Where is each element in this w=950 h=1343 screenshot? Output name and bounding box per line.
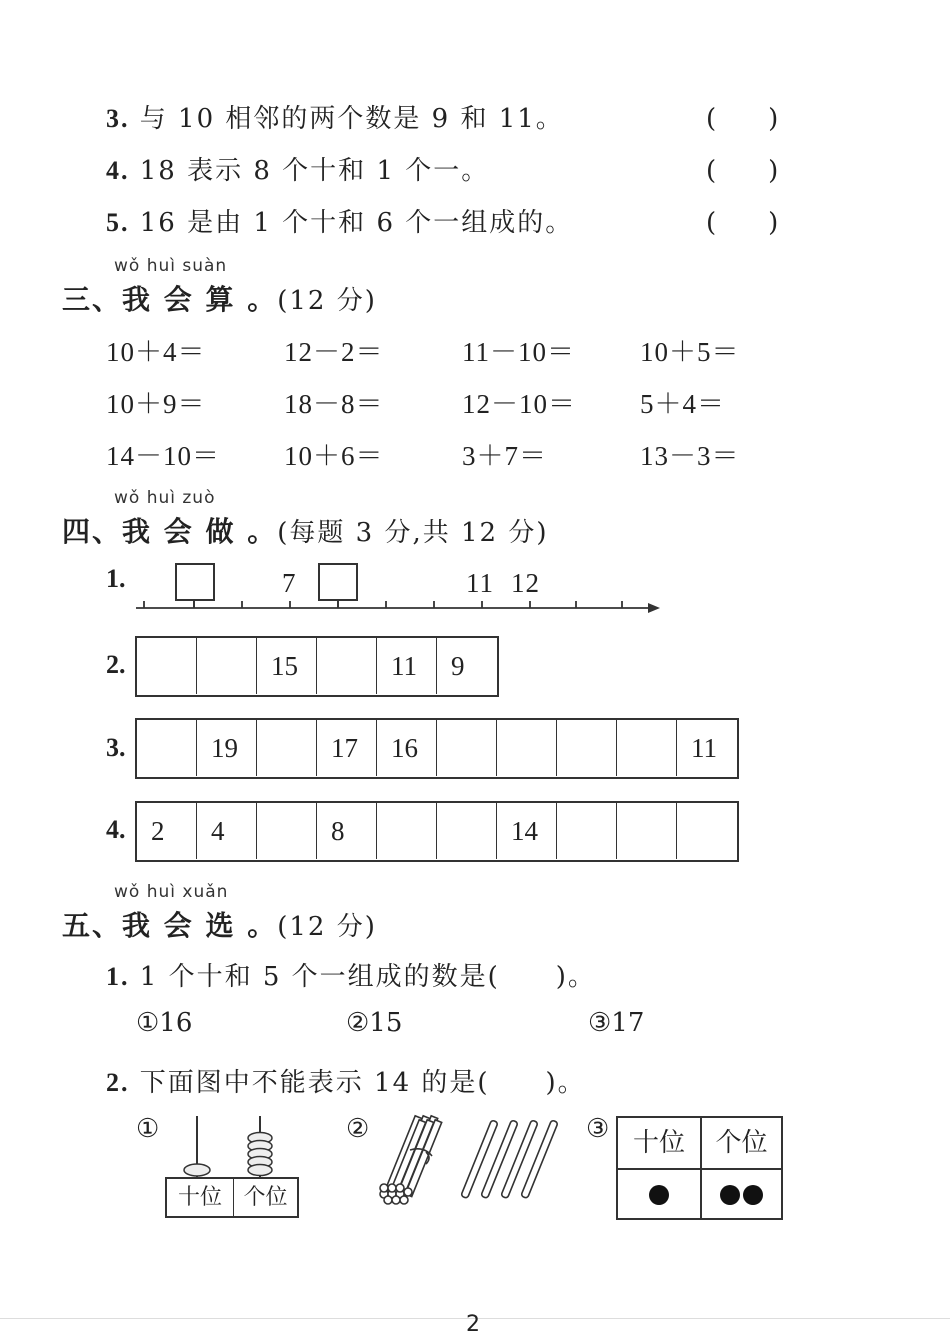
number-line-label: 11 — [466, 568, 494, 598]
number-cell[interactable] — [437, 720, 497, 776]
q4-2-label: 2. — [106, 650, 126, 679]
option-1[interactable]: ①16 — [136, 1008, 193, 1038]
picture-option-2-marker[interactable]: ② — [346, 1114, 370, 1144]
pv-ones-header: 个位 — [715, 1128, 768, 1158]
calc-item: 14－10＝ — [106, 441, 220, 471]
answer-paren-3[interactable]: ( ) — [706, 104, 779, 134]
number-cell[interactable] — [617, 720, 677, 776]
number-cell: 2 — [137, 803, 197, 859]
calc-item: 10＋6＝ — [284, 441, 384, 471]
answer-box-2[interactable] — [319, 564, 357, 608]
number-box-row-3 — [135, 718, 739, 779]
number-cell[interactable] — [437, 803, 497, 859]
number-cell[interactable] — [317, 638, 377, 694]
number-cell: 15 — [257, 638, 317, 694]
calc-item: 5＋4＝ — [640, 389, 725, 419]
number-cell: 8 — [317, 803, 377, 859]
option-3[interactable]: ③17 — [588, 1008, 645, 1038]
judge-item-4-text: 18 表示 8 个十和 1 个一。 — [139, 156, 490, 186]
number-cell[interactable] — [617, 803, 677, 859]
number-box-row-2 — [135, 636, 499, 697]
calc-item: 10＋9＝ — [106, 389, 206, 419]
number-cell: 9 — [451, 651, 465, 681]
judge-item-4: 4. 18 表示 8 个十和 1 个一。 — [106, 156, 490, 186]
pv-tens-cell — [618, 1170, 702, 1219]
picture-option-3-marker[interactable]: ③ — [586, 1114, 610, 1144]
number-cell[interactable] — [137, 638, 197, 694]
section4-title: 四、我 会 做 。(每题 3 分,共 12 分) — [62, 515, 549, 548]
number-line-label: 7 — [282, 568, 297, 598]
calc-item: 12－10＝ — [462, 389, 576, 419]
section5-title: 五、我 会 选 。(12 分) — [62, 909, 377, 942]
abacus-figure — [170, 1112, 310, 1182]
number-cell: 17 — [317, 720, 377, 776]
section3-title: 三、我 会 算 。(12 分) — [62, 283, 377, 316]
counter-dot — [743, 1185, 763, 1205]
number-cell[interactable] — [377, 803, 437, 859]
number-cell[interactable] — [137, 720, 197, 776]
option-2[interactable]: ②15 — [346, 1008, 403, 1038]
number-cell: 11 — [691, 733, 717, 763]
number-cell: 19 — [197, 720, 257, 776]
calc-item: 10＋4＝ — [106, 337, 206, 367]
calc-item: 12－2＝ — [284, 337, 384, 367]
number-cell[interactable] — [557, 803, 617, 859]
choice-question-2: 2. 下面图中不能表示 14 的是( )。 — [106, 1068, 586, 1098]
number-cell: 14 — [497, 803, 557, 859]
sticks-figure — [370, 1112, 560, 1212]
judge-item-5-text: 16 是由 1 个十和 6 个一组成的。 — [139, 208, 574, 238]
counter-dot — [649, 1185, 669, 1205]
number-cell[interactable] — [677, 803, 737, 859]
number-line-label: 12 — [511, 568, 540, 598]
section5-pinyin: wǒ huì xuǎn — [114, 882, 229, 902]
abacus-bead — [248, 1165, 272, 1176]
single-stick-icon — [461, 1120, 558, 1199]
number-cell: 11 — [377, 638, 437, 694]
number-cell[interactable] — [257, 720, 317, 776]
judge-item-3: 3. 与 10 相邻的两个数是 9 和 11。 — [106, 104, 564, 134]
answer-paren-4[interactable]: ( ) — [706, 156, 779, 186]
calc-item: 18－8＝ — [284, 389, 384, 419]
section4-pinyin: wǒ huì zuò — [114, 488, 216, 508]
judge-item-5: 5. 16 是由 1 个十和 6 个一组成的。 — [106, 208, 574, 238]
number-cell: 4 — [197, 803, 257, 859]
number-box-row-4 — [135, 801, 739, 862]
calc-item: 13－3＝ — [640, 441, 740, 471]
number-cell[interactable] — [257, 803, 317, 859]
pv-ones-cell — [702, 1170, 781, 1219]
abacus-tens-label: 十位 — [167, 1179, 234, 1216]
counter-dot — [720, 1185, 740, 1205]
stick-bundle-icon — [380, 1116, 442, 1204]
number-cell[interactable] — [197, 638, 257, 694]
q4-4-label: 4. — [106, 815, 126, 844]
q4-3-label: 3. — [106, 733, 126, 762]
picture-option-1-marker[interactable]: ① — [136, 1114, 160, 1144]
place-value-table — [616, 1116, 783, 1220]
answer-box-1[interactable] — [176, 564, 214, 608]
number-cell[interactable] — [557, 720, 617, 776]
page-number: 2 — [466, 1312, 480, 1337]
answer-paren-5[interactable]: ( ) — [706, 208, 779, 238]
number-cell: 16 — [377, 720, 437, 776]
number-line-arrow — [648, 603, 660, 613]
abacus-base — [165, 1177, 299, 1218]
number-line-ticks — [144, 601, 622, 608]
section3-pinyin: wǒ huì suàn — [114, 256, 228, 276]
choice-question-1: 1. 1 个十和 5 个一组成的数是( )。 — [106, 962, 596, 992]
calc-item: 3＋7＝ — [462, 441, 547, 471]
pv-tens-header: 十位 — [618, 1118, 702, 1168]
judge-item-3-text: 与 10 相邻的两个数是 9 和 11。 — [139, 104, 564, 134]
abacus-ones-label: 个位 — [243, 1185, 288, 1210]
calc-item: 10＋5＝ — [640, 337, 740, 367]
q4-1-label: 1. — [106, 564, 126, 593]
abacus-bead — [184, 1164, 210, 1176]
calc-item: 11－10＝ — [462, 337, 575, 367]
number-cell[interactable] — [497, 720, 557, 776]
number-line — [130, 556, 670, 620]
